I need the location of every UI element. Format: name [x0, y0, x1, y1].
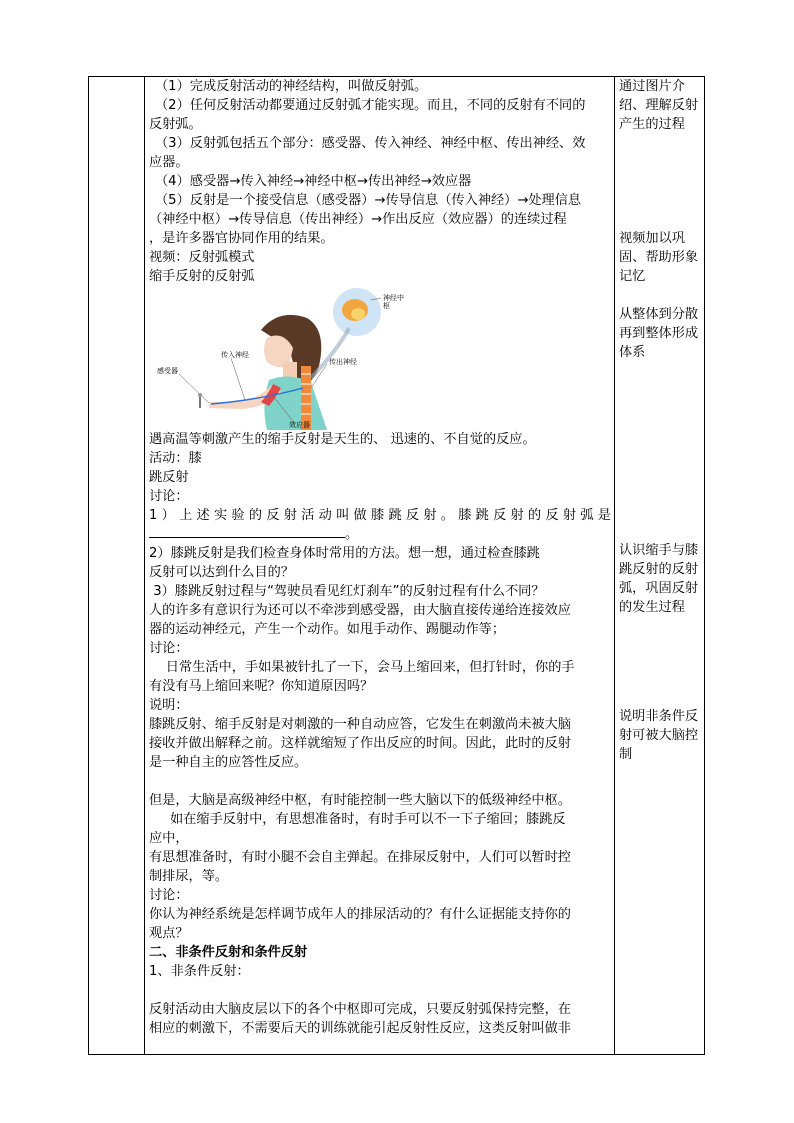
label-afferent-nerve: 传入神经 — [221, 351, 249, 359]
text-line: 讨论： — [149, 641, 189, 656]
text-line: 有思想准备时，有时小腿不会自主弹起。在排尿反射中，人们可以暂时控 — [149, 850, 571, 865]
question-1-end: 。 — [345, 527, 359, 542]
side-note-5: 说明非条件反射可被大脑控制 — [619, 709, 699, 762]
text-line: （2）任何反射活动都要通过反射弧才能实现。而且，不同的反射有不同的 — [155, 98, 586, 113]
text-line: 是一种自主的应答性反应。 — [149, 755, 308, 770]
text-line: 说明： — [149, 698, 189, 713]
text-line: 3）膝跳反射过程与“驾驶员看见红灯刹车”的反射过程有什么不同？ — [149, 584, 545, 599]
text-line: 讨论： — [149, 888, 189, 903]
text-line: （3）反射弧包括五个部分：感受器、传入神经、神经中枢、传出神经、效 — [155, 136, 586, 151]
text-line: 反射可以达到什么目的？ — [149, 565, 295, 580]
text-line: （神经中枢）→传导信息（传出神经）→作出反应（效应器）的连续过程 — [149, 212, 567, 227]
text-line: 器的运动神经元，产生一个动作。如甩手动作、踢腿动作等； — [149, 622, 506, 637]
text-line: 相应的刺激下，不需要后天的训练就能引起反射性反应，这类反射叫做非 — [149, 1021, 571, 1036]
text-line: 膝跳反射、缩手反射是对刺激的一种自动应答，它发生在刺激尚未被大脑 — [149, 717, 571, 732]
side-note-1: 通过图片介绍、理解反射产生的过程 — [619, 79, 699, 132]
text-line: 日常生活中，手如果被针扎了一下，会马上缩回来，但打针时，你的手 — [149, 660, 575, 675]
text-line: 观点？ — [149, 926, 189, 941]
text-line: 跳反射 — [149, 470, 189, 485]
text-line: 遇高温等刺激产生的缩手反射是天生的、 迅速的、不自觉的反应。 — [149, 432, 536, 447]
side-note-2: 视频加以巩固、帮助形象记忆 — [619, 231, 699, 284]
question-1-text: 1）上述实验的反射活动叫做膝跳反射。膝跳反射的反射弧是 — [149, 508, 611, 523]
blank-line — [149, 772, 611, 791]
question-1 — [149, 506, 611, 525]
text-line: （1）完成反射活动的神经结构，叫做反射弧。 — [155, 79, 428, 94]
text-line: 反射弧。 — [149, 117, 202, 132]
text-line: 视频：反射弧模式 — [149, 250, 255, 265]
reflex-arc-figure — [149, 288, 409, 430]
lesson-table — [88, 76, 705, 1055]
text-line: 1、非条件反射： — [149, 964, 250, 979]
text-line: 反射活动由大脑皮层以下的各个中枢即可完成，只要反射弧保持完整，在 — [149, 1002, 571, 1017]
text-line: （4）感受器→传入神经→神经中枢→传出神经→效应器 — [155, 174, 472, 189]
text-line: 活动：膝 — [149, 451, 202, 466]
blank-line — [149, 981, 611, 1000]
text-line: 制排尿，等。 — [149, 869, 229, 884]
main-content — [149, 77, 611, 1038]
label-efferent-nerve: 传出神经 — [329, 358, 357, 366]
text-line: ，是许多器官协同作用的结果。 — [149, 231, 334, 246]
text-line: 应中， — [149, 831, 189, 846]
text-line: 2）膝跳反射是我们检查身体时常用的方法。想一想，通过检查膝跳 — [149, 546, 540, 561]
label-effector: 效应器 — [289, 421, 310, 429]
text-line: 人的许多有意识行为还可以不牵涉到感受器，由大脑直接传递给连接效应 — [149, 603, 571, 618]
text-line: 如在缩手反射中，有思想准备时，有时手可以不一下子缩回；膝跳反 — [149, 812, 566, 827]
text-line: 但是，大脑是高级神经中枢，有时能控制一些大脑以下的低级神经中枢。 — [149, 793, 571, 808]
text-line: 接收并做出解释之前。这样就缩短了作出反应的时间。因此，此时的反射 — [149, 736, 571, 751]
left-column — [89, 77, 145, 1054]
side-note-4: 认识缩手与膝跳反射的反射弧，巩固反射的发生过程 — [619, 543, 699, 615]
label-receptor: 感受器 — [157, 367, 178, 375]
text-line: 有没有马上缩回来呢？你知道原因吗？ — [149, 679, 374, 694]
text-line: 讨论： — [149, 489, 189, 504]
label-nerve-center: 神经中枢 — [383, 294, 404, 310]
section-heading: 二、非条件反射和条件反射 — [149, 945, 308, 960]
text-line: 缩手反射的反射弧 — [149, 269, 255, 284]
reflex-arc-illustration — [149, 288, 409, 430]
right-column — [614, 77, 704, 1054]
text-line: 应器。 — [149, 155, 189, 170]
side-note-3: 从整体到分散再到整体形成体系 — [619, 307, 699, 360]
answer-blank — [149, 525, 345, 538]
text-line: 你认为神经系统是怎样调节成年人的排尿活动的？有什么证据能支持你的 — [149, 907, 571, 922]
question-1-blank-line — [149, 525, 611, 544]
text-line: （5）反射是一个接受信息（感受器）→传导信息（传入神经）→处理信息 — [155, 193, 582, 208]
